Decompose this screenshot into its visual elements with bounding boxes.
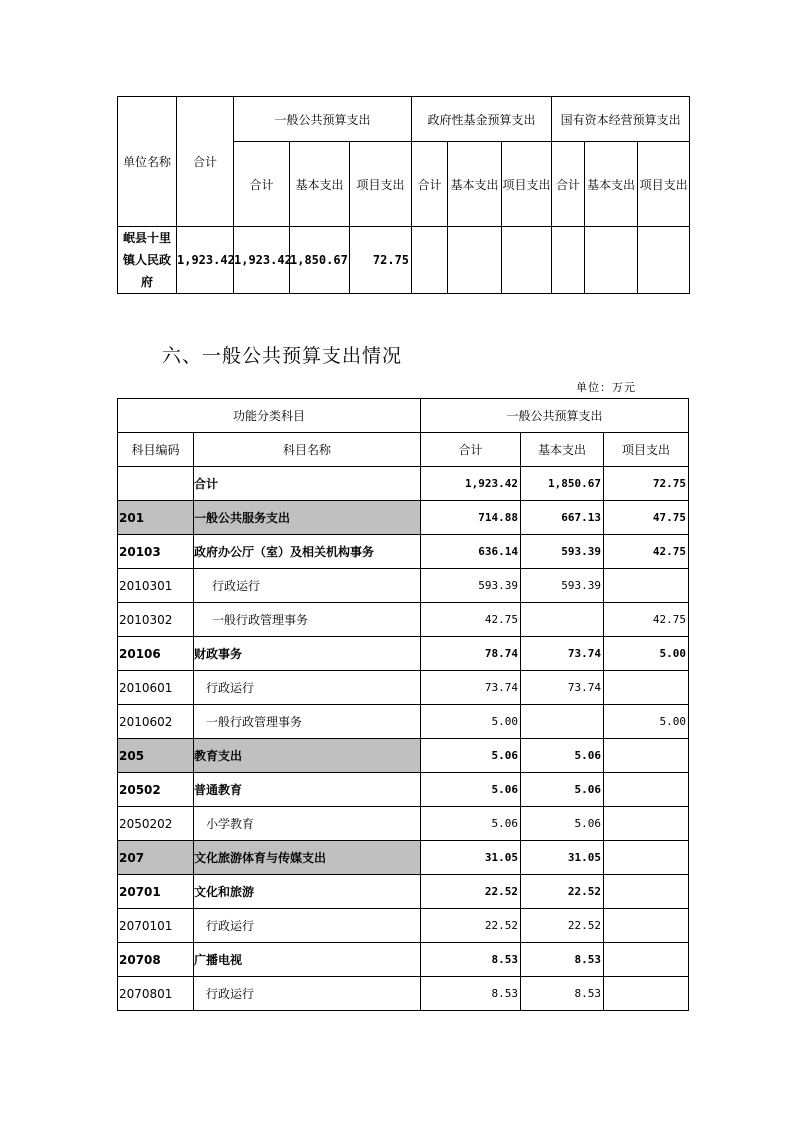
basic-cell: 667.13 <box>521 501 604 535</box>
project-cell: 42.75 <box>604 535 689 569</box>
name-cell: 一般公共服务支出 <box>194 501 421 535</box>
table-row <box>118 841 689 875</box>
project-cell <box>604 977 689 1011</box>
basic-cell <box>521 603 604 637</box>
total-cell: 78.74 <box>421 637 521 671</box>
table-row <box>118 603 689 637</box>
name-cell: 普通教育 <box>194 773 421 807</box>
code-cell: 20701 <box>118 875 194 909</box>
unit-name-cell <box>118 227 177 294</box>
table-row <box>118 807 689 841</box>
name-cell: 文化和旅游 <box>194 875 421 909</box>
total-cell: 636.14 <box>421 535 521 569</box>
code-cell: 2010301 <box>118 569 194 603</box>
basic-cell: 593.39 <box>521 535 604 569</box>
name-cell: 行政运行 <box>194 977 421 1011</box>
total-cell: 8.53 <box>421 943 521 977</box>
summary-total-value: 1,923.42 <box>177 227 234 294</box>
expenditure-table <box>117 398 689 1011</box>
name-header: 科目名称 <box>194 433 421 467</box>
table-row <box>118 467 689 501</box>
unit-name-header: 单位名称 <box>118 97 177 227</box>
name-cell: 一般行政管理事务 <box>194 603 421 637</box>
basic-cell: 5.06 <box>521 807 604 841</box>
code-cell: 20106 <box>118 637 194 671</box>
empty-cell <box>412 227 448 294</box>
total-cell: 5.06 <box>421 773 521 807</box>
table-row <box>118 671 689 705</box>
total-cell: 5.06 <box>421 807 521 841</box>
basic-header: 基本支出 <box>521 433 604 467</box>
summary-general-project-value: 72.75 <box>350 227 412 294</box>
summary-table <box>117 96 690 294</box>
code-cell: 2050202 <box>118 807 194 841</box>
table-row <box>118 909 689 943</box>
project-cell <box>604 841 689 875</box>
name-cell: 一般行政管理事务 <box>194 705 421 739</box>
unit-name-line: 岷县十里 <box>122 231 171 245</box>
table-row <box>118 875 689 909</box>
project-cell <box>604 807 689 841</box>
basic-cell: 73.74 <box>521 671 604 705</box>
code-cell: 201 <box>118 501 194 535</box>
total-cell: 5.06 <box>421 739 521 773</box>
empty-cell <box>638 227 690 294</box>
total-cell: 714.88 <box>421 501 521 535</box>
project-cell <box>604 875 689 909</box>
section-title: 六、一般公共预算支出情况 <box>162 345 403 367</box>
table-row <box>118 739 689 773</box>
general-basic-header: 基本支出 <box>290 142 350 227</box>
fund-project-header: 项目支出 <box>502 142 552 227</box>
unit-label: 单位：万元 <box>576 381 636 394</box>
name-cell: 政府办公厅（室）及相关机构事务 <box>194 535 421 569</box>
state-capital-budget-header: 国有资本经营预算支出 <box>552 97 690 142</box>
name-cell: 教育支出 <box>194 739 421 773</box>
code-cell: 2010602 <box>118 705 194 739</box>
fund-budget-header: 政府性基金预算支出 <box>412 97 552 142</box>
total-cell: 22.52 <box>421 875 521 909</box>
name-cell: 小学教育 <box>194 807 421 841</box>
table-row <box>118 637 689 671</box>
code-cell <box>118 467 194 501</box>
code-cell: 2070801 <box>118 977 194 1011</box>
table-row <box>118 569 689 603</box>
code-cell: 205 <box>118 739 194 773</box>
general-budget-header: 一般公共预算支出 <box>234 97 412 142</box>
total-header: 合计 <box>177 97 234 227</box>
general-total-header: 合计 <box>234 142 290 227</box>
table-row <box>118 977 689 1011</box>
basic-cell: 1,850.67 <box>521 467 604 501</box>
basic-cell: 5.06 <box>521 773 604 807</box>
fund-total-header: 合计 <box>412 142 448 227</box>
project-cell <box>604 943 689 977</box>
code-cell: 20708 <box>118 943 194 977</box>
basic-cell: 73.74 <box>521 637 604 671</box>
code-cell: 20502 <box>118 773 194 807</box>
fund-basic-header: 基本支出 <box>448 142 502 227</box>
total-header: 合计 <box>421 433 521 467</box>
basic-cell: 8.53 <box>521 977 604 1011</box>
total-cell: 22.52 <box>421 909 521 943</box>
project-cell <box>604 909 689 943</box>
functional-category-header: 功能分类科目 <box>118 399 421 433</box>
basic-cell: 8.53 <box>521 943 604 977</box>
general-project-header: 项目支出 <box>350 142 412 227</box>
basic-cell: 5.06 <box>521 739 604 773</box>
project-cell <box>604 739 689 773</box>
table-row <box>118 943 689 977</box>
project-cell: 5.00 <box>604 705 689 739</box>
summary-general-basic-value: 1,850.67 <box>290 227 350 294</box>
empty-cell <box>585 227 638 294</box>
table-row <box>118 705 689 739</box>
unit-name-line: 府 <box>140 275 153 289</box>
name-cell: 行政运行 <box>194 909 421 943</box>
total-cell: 1,923.42 <box>421 467 521 501</box>
name-cell: 行政运行 <box>194 569 421 603</box>
project-cell <box>604 569 689 603</box>
state-project-header: 项目支出 <box>638 142 690 227</box>
basic-cell: 22.52 <box>521 909 604 943</box>
table-row <box>118 501 689 535</box>
general-budget-header: 一般公共预算支出 <box>421 399 689 433</box>
total-cell: 42.75 <box>421 603 521 637</box>
basic-cell: 31.05 <box>521 841 604 875</box>
state-total-header: 合计 <box>552 142 585 227</box>
total-cell: 593.39 <box>421 569 521 603</box>
basic-cell <box>521 705 604 739</box>
project-cell: 47.75 <box>604 501 689 535</box>
basic-cell: 22.52 <box>521 875 604 909</box>
unit-name-line: 镇人民政 <box>122 253 171 267</box>
project-cell: 72.75 <box>604 467 689 501</box>
name-cell: 广播电视 <box>194 943 421 977</box>
table-row <box>118 535 689 569</box>
total-cell: 5.00 <box>421 705 521 739</box>
total-cell: 8.53 <box>421 977 521 1011</box>
project-cell <box>604 671 689 705</box>
code-cell: 2070101 <box>118 909 194 943</box>
name-cell: 行政运行 <box>194 671 421 705</box>
code-cell: 207 <box>118 841 194 875</box>
state-basic-header: 基本支出 <box>585 142 638 227</box>
total-cell: 73.74 <box>421 671 521 705</box>
project-cell <box>604 773 689 807</box>
table-row <box>118 773 689 807</box>
project-header: 项目支出 <box>604 433 689 467</box>
name-cell: 文化旅游体育与传媒支出 <box>194 841 421 875</box>
project-cell: 42.75 <box>604 603 689 637</box>
code-cell: 2010601 <box>118 671 194 705</box>
total-cell: 31.05 <box>421 841 521 875</box>
code-header: 科目编码 <box>118 433 194 467</box>
empty-cell <box>448 227 502 294</box>
summary-general-total-value: 1,923.42 <box>234 227 290 294</box>
project-cell: 5.00 <box>604 637 689 671</box>
empty-cell <box>502 227 552 294</box>
code-cell: 20103 <box>118 535 194 569</box>
code-cell: 2010302 <box>118 603 194 637</box>
basic-cell: 593.39 <box>521 569 604 603</box>
name-cell: 合计 <box>194 467 421 501</box>
name-cell: 财政事务 <box>194 637 421 671</box>
empty-cell <box>552 227 585 294</box>
